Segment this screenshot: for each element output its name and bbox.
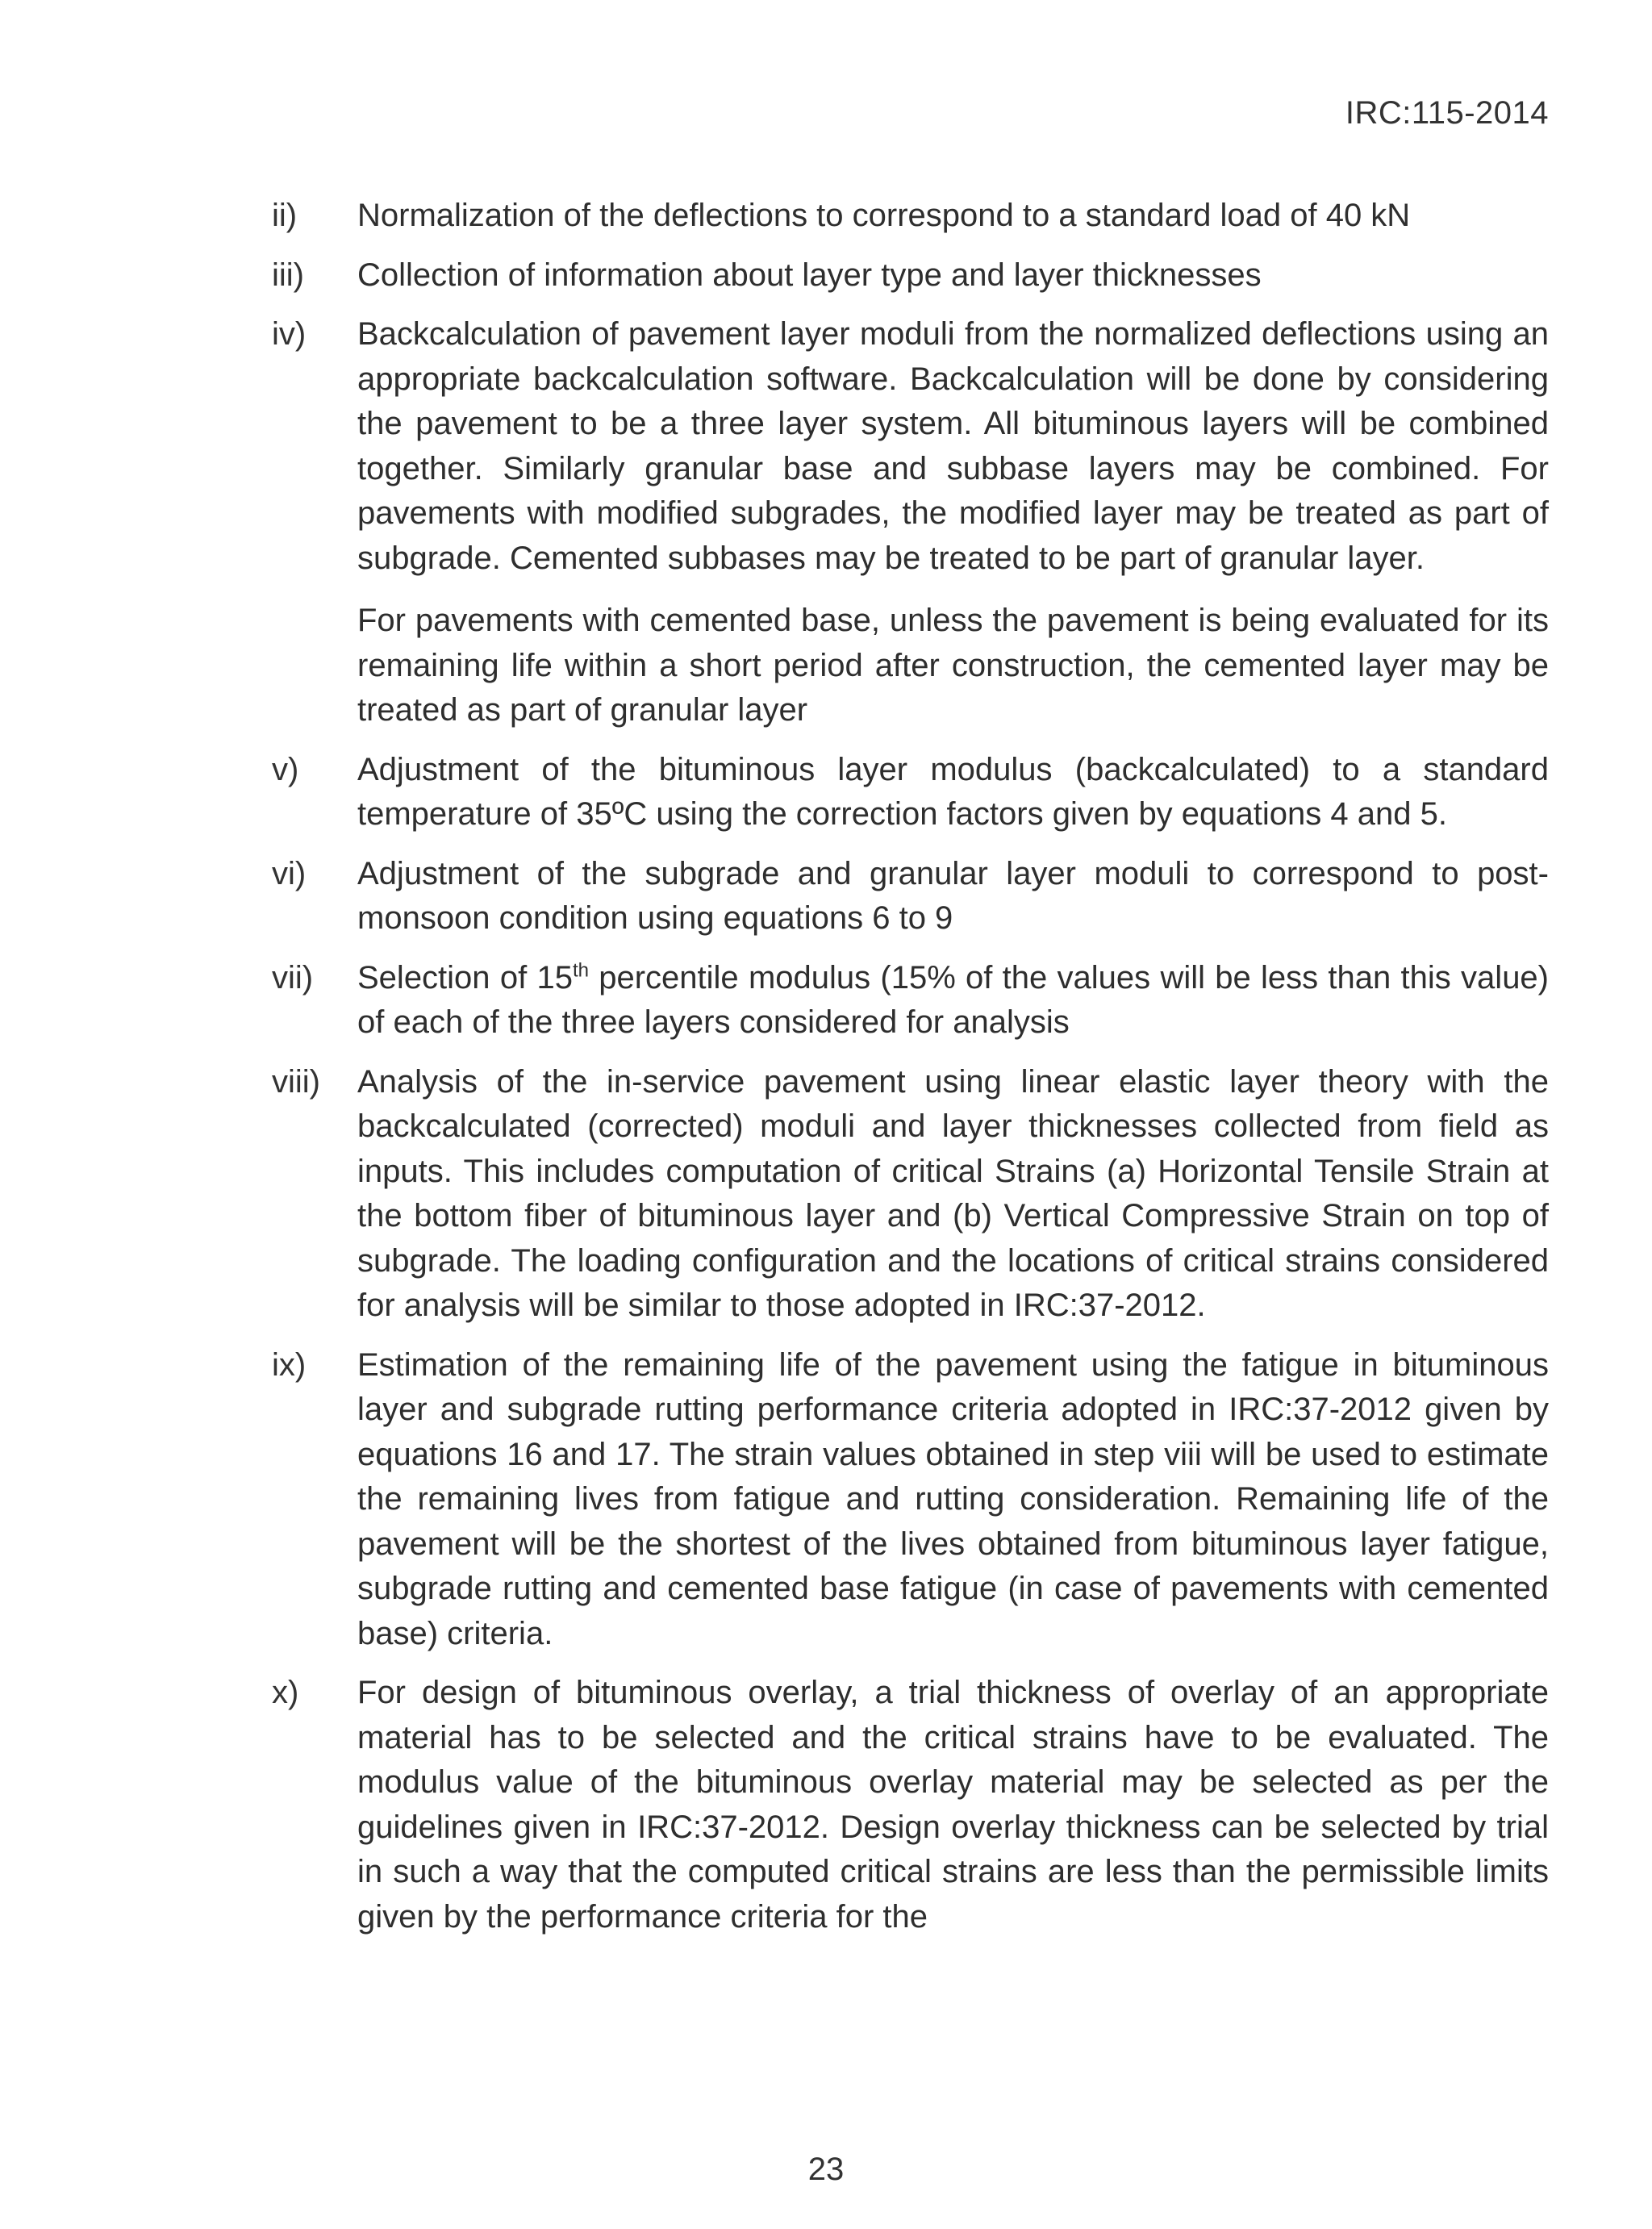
- item-text: Normalization of the deflections to correspond to a standard load of 40 kN: [357, 198, 1411, 233]
- item-text: Adjustment of the bituminous layer modulus (backcalculated) to a standard temperature of 35ºC using the correction factors given by equations 4 and 5.: [357, 751, 1549, 832]
- list-item-ii: [273, 194, 1549, 239]
- item-text-post: percentile modulus (15% of the values will be less than this value) of each of the three layers considered for analysis: [357, 959, 1550, 1040]
- item-text: [357, 956, 1549, 1046]
- item-text: Backcalculation of pavement layer moduli from the normalized deflections using an appropriate backcalculation software. Backcalculation will be done by considering the pavement to be a three layer system. All bituminous layers will be combined together. Similarly granular base and subbase layers may be combined. For pavements with modified subgrades, the modified layer may be treated as part of subgrade. Cemented subbases may be treated to be part of granular layer.: [357, 316, 1549, 576]
- item-number: ii): [272, 198, 298, 233]
- item-number: vi): [272, 855, 307, 891]
- item-number: v): [272, 751, 299, 787]
- item-number: x): [272, 1675, 299, 1710]
- list-item-x: [273, 1671, 1549, 1939]
- superscript: th: [572, 959, 589, 982]
- item-text: Collection of information about layer type and layer thicknesses: [357, 257, 1262, 293]
- item-number: iv): [272, 316, 307, 352]
- item-number: viii): [272, 1063, 320, 1100]
- list-item-v: [273, 748, 1549, 837]
- list-item-ix: [273, 1343, 1549, 1657]
- item-text-continued: For pavements with cemented base, unless the pavement is being evaluated for its remaining life within a short period after construction, the cemented layer may be treated as part of granular layer: [357, 603, 1549, 728]
- list-item-viii: [273, 1060, 1549, 1329]
- page-number: 23: [807, 2152, 845, 2187]
- item-text: Adjustment of the subgrade and granular layer moduli to correspond to post-monsoon condition using equations 6 to 9: [357, 855, 1549, 936]
- item-text: Analysis of the in-service pavement using linear elastic layer theory with the backcalculated (corrected) moduli and layer thicknesses collected from field as inputs. This includes computation of critical Strains (a) Horizontal Tensile Strain at the bottom fiber of bituminous layer and (b) Vertical Compressive Strain on top of subgrade. The loading configuration and the locations of critical strains considered for analysis will be similar to those adopted in IRC:37-2012.: [357, 1063, 1549, 1323]
- list-item-vii: [273, 956, 1549, 1046]
- item-number: vii): [272, 959, 314, 996]
- item-text: Estimation of the remaining life of the pavement using the fatigue in bituminous layer and subgrade rutting performance criteria adopted in IRC:37-2012 given by equations 16 and 17. The strain values obtained in step viii will be used to estimate the remaining lives from fatigue and rutting consideration. Remaining life of the pavement will be the shortest of the lives obtained from bituminous layer fatigue, subgrade rutting and cemented base fatigue (in case of pavements with cemented base) criteria.: [357, 1346, 1549, 1651]
- item-text: For design of bituminous overlay, a trial thickness of overlay of an appropriate material has to be selected and the critical strains have to be evaluated. The modulus value of the bituminous overlay material may be selected as per the guidelines given in IRC:37-2012. Design overlay thickness can be selected by trial in such a way that the computed critical strains are less than the permissible limits given by the performance criteria for the: [357, 1675, 1549, 1935]
- list-item-vi: [273, 852, 1549, 941]
- item-text-pre: Selection of 15: [357, 959, 573, 996]
- item-number: iii): [272, 257, 304, 293]
- item-number: ix): [272, 1346, 307, 1383]
- procedure-list: [273, 194, 1549, 1954]
- document-id-header: IRC:115-2014: [1345, 95, 1549, 131]
- list-item-iv: [273, 312, 1549, 733]
- list-item-iii: [273, 253, 1549, 298]
